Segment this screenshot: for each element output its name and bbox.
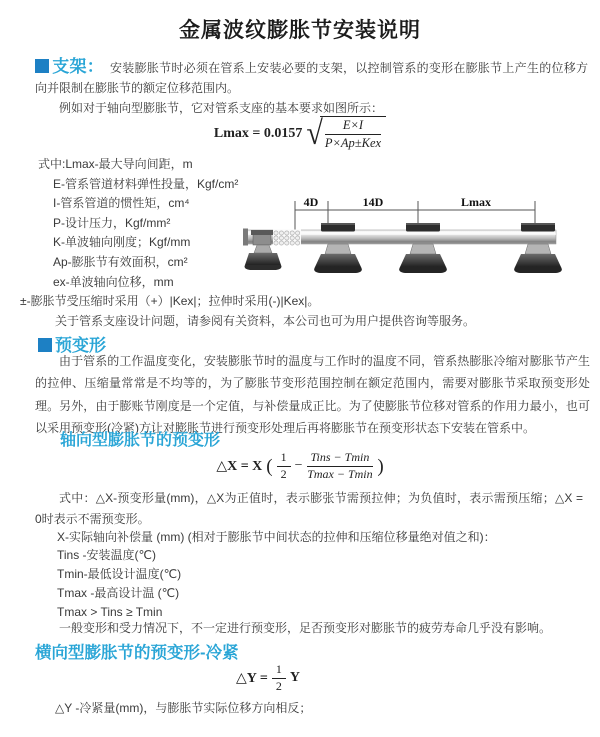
formula-lmax-denominator: P×Ap±Kex bbox=[324, 136, 382, 150]
dim-label-lmax: Lmax bbox=[461, 195, 491, 209]
formula-delta-y bbox=[0, 663, 568, 694]
formula-lmax-numerator: E×I bbox=[325, 118, 381, 135]
page-title: 金属波纹膨胀节安装说明 bbox=[179, 18, 421, 42]
fraction-numerator: 1 bbox=[272, 663, 286, 679]
support-section-heading bbox=[35, 57, 104, 76]
support-example-text: 例如对于轴向型膨胀节，它对管系支座的基本要求如图所示： bbox=[59, 101, 384, 115]
predeform-heading-label: 预变形 bbox=[55, 336, 106, 355]
predeform-body-text: 由于管系的工作温度变化，安装膨胀节时的温度与工作时的温度不同，管系热膨胀冷缩对膨胀节产生的拉伸、压缩量常常是不均等的，为了膨胀节变形范围控制在额定范围内，需要对膨胀节采取预变形处理。另外，由于膨账节刚度是一个定值，与补偿量成正比。为了使膨胀节位移对管系的作用力最小，也可以采用预变形(冷紧)方让对膨胀节进行预变形处理后再将膨胀节在预变形状态下安装在管系中。 bbox=[35, 354, 590, 436]
pipe-diagram bbox=[243, 193, 595, 290]
dim-label-4d: 4D bbox=[303, 195, 319, 209]
fraction-denominator: 2 bbox=[280, 466, 287, 481]
temp-def-item: Tins -安装温度(℃) bbox=[57, 548, 157, 562]
right-paren: ) bbox=[377, 455, 384, 477]
formula-delta-x bbox=[0, 451, 600, 482]
support-intro-text: 安装膨胀节时必须在管系上安装必要的支架，以控制管系的变形在膨胀节上产生的位移方向并限制在膨胀节的额定位移范围内。 bbox=[35, 61, 588, 95]
axial-subsection-heading: 轴向型膨胀节的预变形 bbox=[60, 432, 221, 449]
definition-item: P-设计压力，Kgf/mm² bbox=[53, 215, 171, 230]
temp-def-item: Tmax > Tins ≥ Tmin bbox=[57, 604, 163, 619]
lateral-note-text: △Y -冷紧量(mm)，与膨胀节实际位移方向相反； bbox=[55, 701, 312, 715]
fraction-numerator: Tins − Tmin bbox=[307, 451, 374, 467]
dim-label-14d: 14D bbox=[362, 195, 384, 209]
fraction-numerator: 1 bbox=[277, 451, 291, 467]
temp-def-item: Tmin-最低设计温度(℃) bbox=[57, 566, 182, 581]
definition-item: 式中:Lmax-最大导向间距，m bbox=[38, 157, 193, 171]
bellows-icon bbox=[273, 230, 301, 246]
axial-x-definition: X-实际轴向补偿量 (mm) (相对于膨胀节中间状态的拉伸和压缩位移量绝对值之和)： bbox=[57, 530, 496, 544]
formula-lmax-lhs: Lmax = 0.0157 bbox=[213, 125, 303, 141]
one-half-fraction bbox=[272, 663, 286, 694]
left-paren: ( bbox=[266, 455, 273, 477]
formula-lmax bbox=[0, 116, 600, 151]
support-heading-label: 支架： bbox=[52, 57, 105, 76]
definition-item: ±-膨胀节受压缩时采用（+）|Kex|；拉伸时采用(-)|Kex|。 bbox=[20, 294, 320, 309]
guide-support bbox=[514, 223, 562, 273]
guide-support bbox=[399, 223, 447, 273]
sqrt-glyph: √ bbox=[306, 114, 323, 152]
axial-note-text: 一般变形和受力情况下，不一定进行预变形，足否预变形对膨胀节的疲劳寿命几乎没有影响。 bbox=[59, 621, 552, 635]
formula-dy-rhs: Y bbox=[289, 670, 300, 686]
formula-dy-lhs: △Y = bbox=[236, 670, 268, 686]
temp-def-item: Tmax -最高设计温 (℃) bbox=[57, 585, 180, 600]
guide-support bbox=[314, 223, 362, 273]
temperature-fraction bbox=[307, 451, 374, 482]
definition-item: K-单波轴向刚度；Kgf/mm bbox=[53, 235, 191, 250]
section-square-icon bbox=[35, 59, 49, 73]
fraction-denominator: Tmax − Tmin bbox=[307, 466, 373, 481]
one-half-fraction bbox=[277, 451, 291, 482]
definition-item: E-管系管道材料弹性投量，Kgf/cm² bbox=[53, 176, 239, 191]
radical-sign bbox=[306, 116, 386, 151]
lateral-subsection-heading: 横向型膨胀节的预变形-冷紧 bbox=[35, 644, 239, 662]
support-note-text: 关于管系支座设计问题，请参阅有关资料，本公司也可为用户提供咨询等服务。 bbox=[55, 313, 476, 328]
support-paragraph bbox=[35, 57, 588, 98]
formula-dx-lhs: △X = X bbox=[216, 458, 263, 474]
temperature-definitions bbox=[57, 546, 181, 622]
definition-item: Ap-膨胀节有效面积，cm² bbox=[53, 254, 188, 269]
definition-item: ex-单波轴向位移，mm bbox=[53, 274, 174, 289]
fraction-denominator: 2 bbox=[275, 678, 282, 693]
minus-sign: − bbox=[294, 458, 303, 474]
axial-explain-text: 式中：△X-预变形量(mm)，△X为正值时，表示膨张节需预拉伸；为负值时，表示需预压缩；△X = 0时表示不需预变形。 bbox=[35, 491, 583, 526]
definition-item: I-管系管道的惯性矩，cm⁴ bbox=[53, 196, 190, 211]
